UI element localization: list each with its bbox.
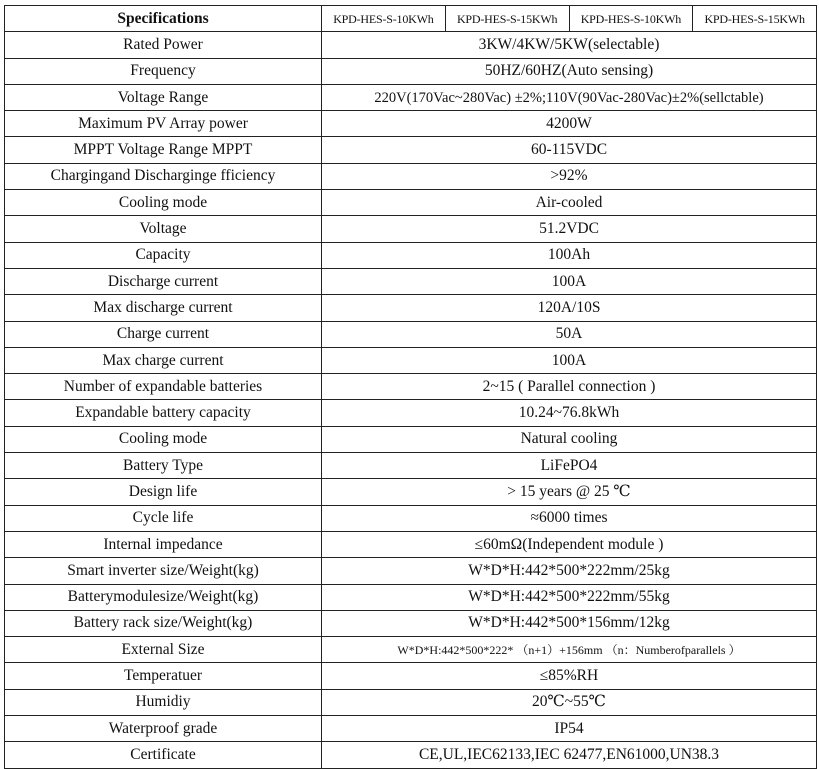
spec-value: 220V(170Vac~280Vac) ±2%;110V(90Vac-280Vac)±2%(sellctable) — [322, 84, 817, 110]
spec-value: Natural cooling — [322, 426, 817, 452]
spec-label: Expandable battery capacity — [5, 400, 322, 426]
spec-row-expandable-batteries — [5, 374, 817, 400]
spec-label: Number of expandable batteries — [5, 374, 322, 400]
spec-value: ≤60mΩ(Independent module ) — [322, 531, 817, 557]
spec-label: Certificate — [5, 742, 322, 768]
spec-row-battery-module-size — [5, 584, 817, 610]
spec-value: 10.24~76.8kWh — [322, 400, 817, 426]
spec-value: 120A/10S — [322, 295, 817, 321]
spec-row-certificate — [5, 742, 817, 768]
spec-row-expandable-capacity — [5, 400, 817, 426]
spec-row-max-pv-power — [5, 111, 817, 137]
model-header-2: KPD-HES-S-15KWh — [445, 6, 569, 32]
spec-label: Capacity — [5, 242, 322, 268]
spec-value: W*D*H:442*500*222mm/25kg — [322, 558, 817, 584]
spec-row-max-discharge-current — [5, 295, 817, 321]
spec-row-cycle-life — [5, 505, 817, 531]
spec-label: Humidiy — [5, 689, 322, 715]
spec-row-discharge-current — [5, 268, 817, 294]
spec-label: Cooling mode — [5, 190, 322, 216]
spec-row-battery-type — [5, 453, 817, 479]
model-header-1: KPD-HES-S-10KWh — [322, 6, 446, 32]
spec-row-cooling-mode — [5, 190, 817, 216]
spec-label: Maximum PV Array power — [5, 111, 322, 137]
spec-value: LiFePO4 — [322, 453, 817, 479]
spec-value: 100Ah — [322, 242, 817, 268]
spec-value: ≤85%RH — [322, 663, 817, 689]
spec-label: Max charge current — [5, 347, 322, 373]
spec-label: Cycle life — [5, 505, 322, 531]
spec-label: External Size — [5, 637, 322, 663]
spec-value: 50A — [322, 321, 817, 347]
spec-row-rated-power — [5, 32, 817, 58]
spec-label: Temperatuer — [5, 663, 322, 689]
spec-row-voltage-range — [5, 84, 817, 110]
spec-row-battery-cooling-mode — [5, 426, 817, 452]
spec-row-max-charge-current — [5, 347, 817, 373]
spec-label: Design life — [5, 479, 322, 505]
spec-value: >92% — [322, 163, 817, 189]
spec-value: 2~15 ( Parallel connection ) — [322, 374, 817, 400]
specifications-heading: Specifications — [5, 6, 322, 32]
spec-label: Internal impedance — [5, 531, 322, 557]
spec-label: Charge current — [5, 321, 322, 347]
spec-label: Rated Power — [5, 32, 322, 58]
spec-row-battery-rack-size — [5, 610, 817, 636]
header-row — [5, 6, 817, 32]
spec-value: 51.2VDC — [322, 216, 817, 242]
spec-value: > 15 years @ 25 ℃ — [322, 479, 817, 505]
spec-label: MPPT Voltage Range MPPT — [5, 137, 322, 163]
spec-label: Battery rack size/Weight(kg) — [5, 610, 322, 636]
spec-value: 3KW/4KW/5KW(selectable) — [322, 32, 817, 58]
spec-label: Cooling mode — [5, 426, 322, 452]
spec-value: 100A — [322, 347, 817, 373]
spec-row-external-size — [5, 637, 817, 663]
spec-row-internal-impedance — [5, 531, 817, 557]
spec-value: 4200W — [322, 111, 817, 137]
specifications-table — [4, 5, 817, 769]
spec-value: ≈6000 times — [322, 505, 817, 531]
model-header-4: KPD-HES-S-15KWh — [693, 6, 817, 32]
spec-row-humidity — [5, 689, 817, 715]
spec-value: 50HZ/60HZ(Auto sensing) — [322, 58, 817, 84]
spec-label: Smart inverter size/Weight(kg) — [5, 558, 322, 584]
spec-row-voltage — [5, 216, 817, 242]
spec-value: W*D*H:442*500*222* （n+1）+156mm （n：Numberofparallels ） — [322, 637, 817, 663]
spec-label: Frequency — [5, 58, 322, 84]
spec-row-charge-current — [5, 321, 817, 347]
spec-value: CE,UL,IEC62133,IEC 62477,EN61000,UN38.3 — [322, 742, 817, 768]
spec-label: Waterproof grade — [5, 716, 322, 742]
spec-row-frequency — [5, 58, 817, 84]
spec-label: Batterymodulesize/Weight(kg) — [5, 584, 322, 610]
spec-row-inverter-size — [5, 558, 817, 584]
spec-value: IP54 — [322, 716, 817, 742]
spec-value: Air-cooled — [322, 190, 817, 216]
spec-row-mppt-voltage — [5, 137, 817, 163]
spec-value: W*D*H:442*500*156mm/12kg — [322, 610, 817, 636]
spec-label: Discharge current — [5, 268, 322, 294]
spec-row-efficiency — [5, 163, 817, 189]
model-header-3: KPD-HES-S-10KWh — [569, 6, 693, 32]
spec-value: 100A — [322, 268, 817, 294]
spec-row-design-life — [5, 479, 817, 505]
spec-value: 60-115VDC — [322, 137, 817, 163]
spec-row-waterproof-grade — [5, 716, 817, 742]
spec-label: Voltage — [5, 216, 322, 242]
spec-label: Max discharge current — [5, 295, 322, 321]
spec-value: 20℃~55℃ — [322, 689, 817, 715]
spec-label: Voltage Range — [5, 84, 322, 110]
spec-row-temperature — [5, 663, 817, 689]
spec-label: Chargingand Discharginge fficiency — [5, 163, 322, 189]
spec-row-capacity — [5, 242, 817, 268]
spec-value: W*D*H:442*500*222mm/55kg — [322, 584, 817, 610]
spec-label: Battery Type — [5, 453, 322, 479]
